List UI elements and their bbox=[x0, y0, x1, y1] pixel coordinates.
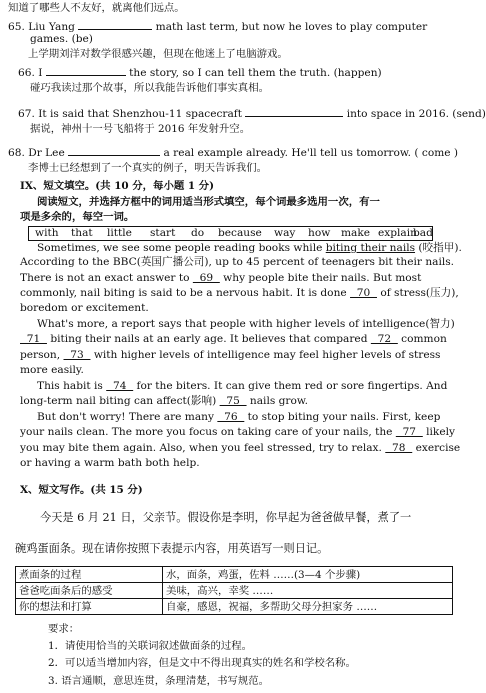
word-box bbox=[28, 226, 433, 241]
table-row bbox=[16, 567, 453, 583]
word-how: how bbox=[308, 227, 331, 239]
blank-75[interactable]: 75 bbox=[219, 395, 247, 407]
requirements-title: 要求： bbox=[48, 623, 80, 635]
section-9-instruction-2: 项是多余的，每空一词。 bbox=[20, 211, 135, 223]
q65-prefix: 65. Liu Yang bbox=[8, 21, 75, 33]
section-9-title: IX、短文填空。(共 10 分，每小题 1 分) bbox=[20, 180, 214, 192]
question-66 bbox=[18, 65, 382, 80]
blank-76[interactable]: 76 bbox=[217, 411, 245, 423]
section-10-title: X、短文写作。(共 15 分) bbox=[20, 484, 143, 496]
q65-translation: 上学期刘洋对数学很感兴趣，但现在他迷上了电脑游戏。 bbox=[28, 48, 288, 60]
passage-line-4 bbox=[20, 287, 459, 300]
passage-text: with higher levels of intelligence may feel higher levels of stress bbox=[90, 349, 441, 361]
q68-blank[interactable] bbox=[68, 145, 160, 156]
passage-line-3 bbox=[20, 272, 421, 285]
word-bad: bad bbox=[413, 227, 433, 239]
passage-underlined: biting their nails bbox=[325, 242, 416, 254]
passage-text: of stress(压力), bbox=[376, 287, 459, 299]
q65-hint: games. (be) bbox=[30, 33, 93, 45]
table-row bbox=[16, 599, 453, 615]
table-cell: 你的想法和打算 bbox=[16, 599, 163, 615]
passage-text: Sometimes, we see some people reading books while bbox=[37, 242, 326, 254]
blank-78[interactable]: 78 bbox=[385, 442, 413, 454]
section-9-instruction-1: 阅读短文，并选择方框中的词用适当形式填空，每个词最多选用一次，有一 bbox=[37, 196, 380, 208]
passage-text: to stop biting your nails. First, keep bbox=[244, 411, 441, 423]
passage-text: commonly, nail biting is said to be a nervous habit. It is done bbox=[20, 287, 351, 299]
passage-text: long-term nail biting can affect(影响) bbox=[20, 395, 220, 407]
q68-prefix: 68. Dr Lee bbox=[8, 147, 65, 159]
passage-text: your nails clean. The more you focus on taking care of your nails, the bbox=[20, 426, 396, 438]
blank-74[interactable]: 74 bbox=[106, 380, 134, 392]
word-start: start bbox=[150, 227, 176, 239]
passage-text: likely bbox=[422, 426, 455, 438]
q68-suffix: a real example already. He'll tell us tomorrow. ( come ) bbox=[163, 147, 459, 159]
question-68 bbox=[8, 145, 458, 160]
blank-69[interactable]: 69 bbox=[192, 272, 220, 284]
blank-70[interactable]: 70 bbox=[350, 287, 377, 299]
table-cell: 水，面条，鸡蛋，佐料 ……(3—4 个步骤) bbox=[163, 567, 453, 583]
q65-blank[interactable] bbox=[78, 19, 152, 30]
section-10-prompt-2: 碗鸡蛋面条。现在请你按照下表提示内容，用英语写一则日记。 bbox=[15, 542, 329, 555]
passage-line-9: more easily. bbox=[20, 364, 84, 376]
passage-text: why people bite their nails. But most bbox=[219, 272, 422, 284]
hint-table bbox=[15, 566, 453, 615]
passage-line-12 bbox=[37, 411, 440, 424]
passage-line-5: boredom or excitement. bbox=[20, 302, 149, 314]
q67-blank[interactable] bbox=[245, 106, 343, 117]
passage-line-14 bbox=[20, 442, 460, 455]
q66-suffix: the story, so I can tell them the truth. (happen) bbox=[129, 67, 382, 79]
question-67 bbox=[18, 106, 486, 121]
passage-text: (咬指甲). bbox=[415, 242, 462, 254]
blank-77[interactable]: 77 bbox=[395, 426, 423, 438]
requirement-2: 2．可以适当增加内容，但是文中不得出现真实的姓名和学校名称。 bbox=[48, 657, 356, 669]
q67-suffix: into space in 2016. (send) bbox=[346, 108, 486, 120]
word-explain: explain bbox=[378, 227, 417, 239]
requirement-3: 3. 语言通顺，意思连贯，条理清楚，书写规范。 bbox=[48, 675, 270, 687]
passage-line-6: What's more, a report says that people with higher levels of intelligence(智力) bbox=[37, 318, 455, 330]
q64-translation: 知道了哪些人不友好，就离他们远点。 bbox=[8, 2, 185, 14]
word-that: that bbox=[71, 227, 93, 239]
table-cell: 自豪，感恩，祝福，多帮助父母分担家务 …… bbox=[163, 599, 453, 615]
passage-text: exercise bbox=[412, 442, 461, 454]
passage-line-13 bbox=[20, 426, 455, 439]
blank-72[interactable]: 72 bbox=[370, 333, 398, 345]
table-cell: 美味，高兴，幸奖 …… bbox=[163, 583, 453, 599]
passage-line-11 bbox=[20, 395, 308, 408]
passage-line-7 bbox=[20, 333, 447, 346]
passage-text: There is not an exact answer to bbox=[20, 272, 193, 284]
passage-text: you may bite them again. Also, when you feel stressed, try to relax. bbox=[20, 442, 386, 454]
passage-line-10 bbox=[37, 380, 447, 393]
passage-text: biting their nails at an early age. It believes that compared bbox=[46, 333, 371, 345]
passage-text: for the biters. It can give them red or sore fingertips. And bbox=[133, 380, 448, 392]
word-because: because bbox=[218, 227, 262, 239]
passage-text: But don't worry! There are many bbox=[37, 411, 218, 423]
word-with: with bbox=[35, 227, 59, 239]
question-65 bbox=[8, 19, 427, 34]
word-do: do bbox=[191, 227, 205, 239]
table-cell: 爸爸吃面条后的感受 bbox=[16, 583, 163, 599]
passage-text: nails grow. bbox=[246, 395, 309, 407]
requirement-1: 1．请使用恰当的关联词叙述做面条的过程。 bbox=[48, 640, 253, 652]
q66-translation: 碰巧我读过那个故事，所以我能告诉他们事实真相。 bbox=[30, 82, 269, 94]
passage-line-8 bbox=[20, 349, 440, 362]
table-row bbox=[16, 583, 453, 599]
q68-translation: 李博士已经想到了一个真实的例子，明天告诉我们。 bbox=[28, 162, 267, 174]
q67-prefix: 67. It is said that Shenzhou-11 spacecraft bbox=[18, 108, 242, 120]
passage-text: This habit is bbox=[37, 380, 107, 392]
blank-71[interactable]: 71 bbox=[20, 333, 47, 345]
q67-translation: 据说，神州十一号飞船将于 2016 年发射升空。 bbox=[30, 123, 251, 135]
passage-line-1 bbox=[37, 242, 462, 255]
blank-73[interactable]: 73 bbox=[63, 349, 91, 361]
table-cell: 煮面条的过程 bbox=[16, 567, 163, 583]
passage-text: person, bbox=[20, 349, 64, 361]
q66-prefix: 66. I bbox=[18, 67, 43, 79]
word-way: way bbox=[274, 227, 296, 239]
passage-text: common bbox=[397, 333, 447, 345]
passage-line-2: According to the BBC(英国广播公司), up to 45 percent of teenagers bit their nails. bbox=[20, 256, 455, 268]
q66-blank[interactable] bbox=[46, 65, 126, 76]
section-10-prompt-1: 今天是 6 月 21 日，父亲节。假设你是李明，你早起为爸爸做早餐，煮了一 bbox=[40, 511, 412, 524]
passage-line-15: or having a warm bath both help. bbox=[20, 457, 200, 469]
q65-suffix: math last term, but now he loves to play computer bbox=[155, 21, 428, 33]
word-little: little bbox=[107, 227, 132, 239]
word-make: make bbox=[341, 227, 371, 239]
